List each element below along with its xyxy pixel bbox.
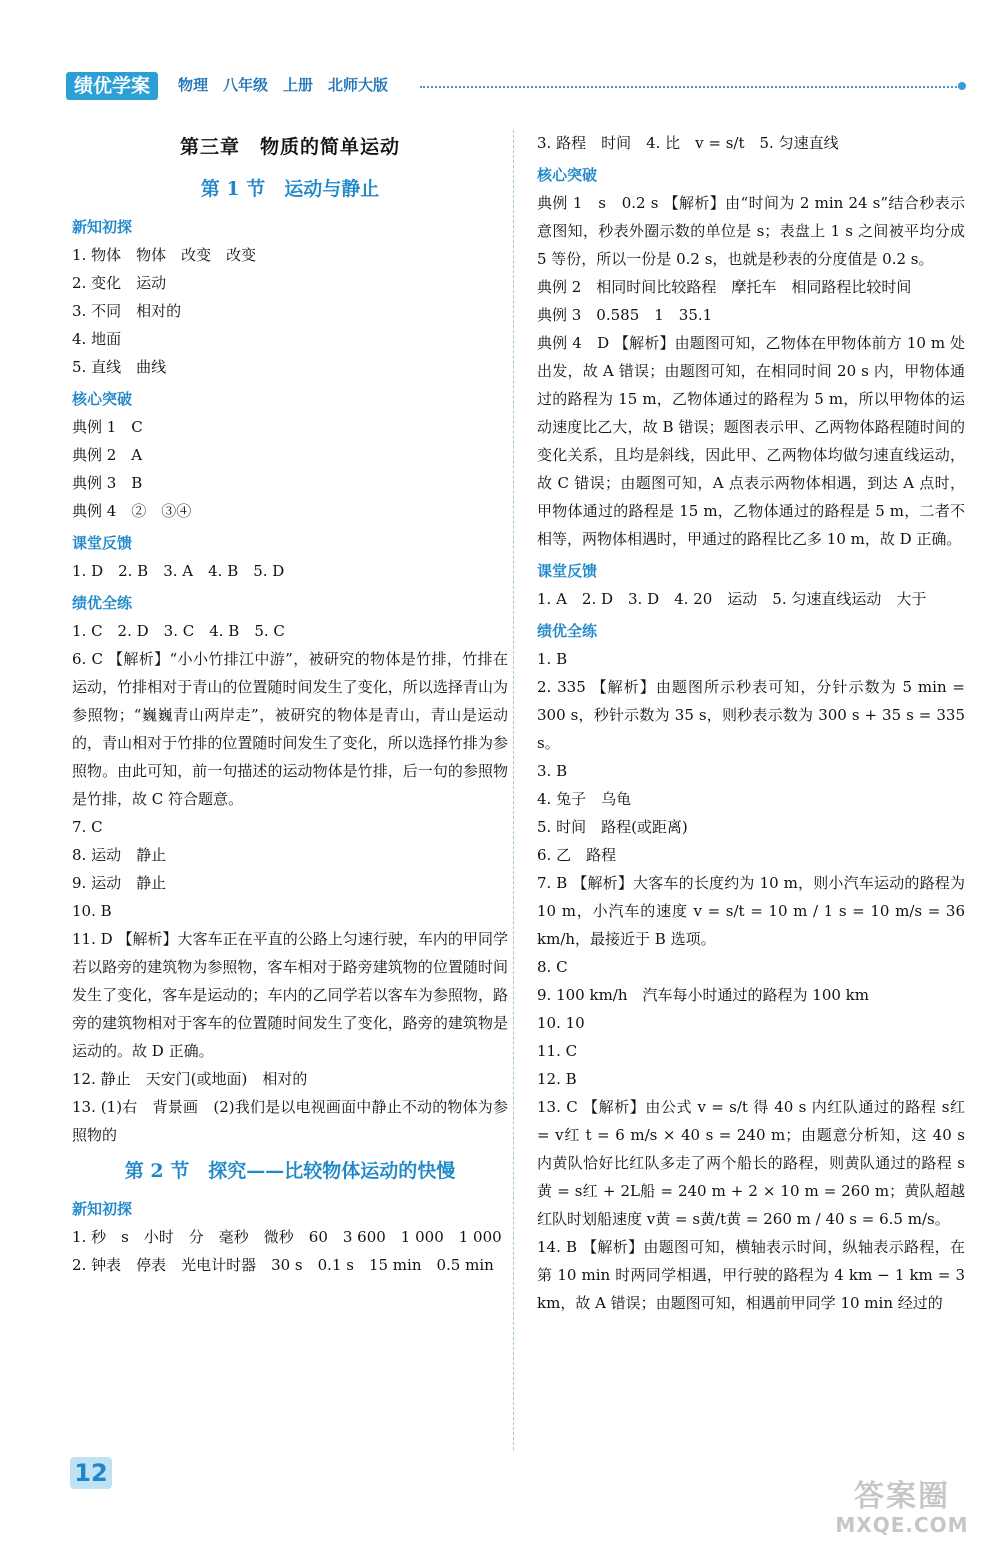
- heading-class-feedback: 课堂反馈: [72, 534, 133, 552]
- answer-item: 7. B 【解析】大客车的长度约为 10 m，则小汽车运动的路程为 10 m，小汽车的速度 v = s/t = 10 m / 1 s = 10 m/s = 36 km/h，最接近于 B 选项。: [537, 874, 965, 948]
- answer-item: 9. 100 km/h 汽车每小时通过的路程为 100 km: [537, 986, 869, 1004]
- answer-item: 6. 乙 路程: [537, 846, 617, 864]
- watermark-logo: [812, 1480, 992, 1536]
- answer-item: 9. 运动 静止: [72, 874, 167, 892]
- answer-item: 1. B: [537, 650, 568, 668]
- heading-full-practice: 绩优全练: [72, 594, 133, 612]
- answer-item: 4. 兔子 乌龟: [537, 790, 632, 808]
- left-column: [72, 125, 508, 1279]
- answer-item: 7. C: [72, 818, 103, 836]
- answer-item: 1. 秒 s 小时 分 毫秒 微秒 60 3 600 1 000 1 000: [72, 1228, 502, 1246]
- answer-item: 1. 物体 物体 改变 改变: [72, 246, 257, 264]
- answer-item: 8. 运动 静止: [72, 846, 167, 864]
- answer-item: 1. A 2. D 3. D 4. 20 运动 5. 匀速直线运动 大于: [537, 590, 927, 608]
- answer-item: 14. B 【解析】由题图可知，横轴表示时间，纵轴表示路程，在第 10 min 时两同学相遇，甲行驶的路程为 4 km − 1 km = 3 km，故 A 错误；由题图可知，相遇前甲同学 10 min 经过的: [537, 1238, 965, 1312]
- example-item: 典例 4 ② ③④: [72, 502, 192, 520]
- heading-class-feedback: 课堂反馈: [537, 562, 598, 580]
- watermark-url: MXQE.COM: [835, 1513, 969, 1537]
- answer-item: 8. C: [537, 958, 568, 976]
- example-item: 典例 2 A: [72, 446, 143, 464]
- header-dot-icon: [958, 82, 966, 90]
- answer-item: 5. 直线 曲线: [72, 358, 167, 376]
- answer-item: 13. (1)右 背景画 (2)我们是以电视画面中静止不动的物体为参照物的: [72, 1098, 508, 1144]
- heading-core-breakthrough: 核心突破: [537, 166, 598, 184]
- answer-item: 13. C 【解析】由公式 v = s/t 得 40 s 内红队通过的路程 s红 = v红 t = 6 m/s × 40 s = 240 m；由题意分析知，这 40 s 内黄队恰好比红队多走了两个船长的路程，则黄队通过的路程 s黄 = s红 + 2L船 = 240 m + 2 × 10 m = 260 m；黄队超越红队时划船速度 v黄 = s黄/t黄 = 260 m / 40 s = 6.5 m/s。: [537, 1098, 965, 1228]
- answer-item: 3. B: [537, 762, 568, 780]
- answer-item: 1. D 2. B 3. A 4. B 5. D: [72, 562, 285, 580]
- section-2-title: 第 2 节 探究——比较物体运动的快慢: [124, 1160, 456, 1182]
- chapter-title: 第三章 物质的简单运动: [179, 136, 400, 158]
- section-1-title: 第 1 节 运动与静止: [200, 178, 380, 200]
- example-item: 典例 3 0.585 1 35.1: [537, 306, 713, 324]
- answer-item: 6. C 【解析】“小小竹排江中游”，被研究的物体是竹排，竹排在运动，竹排相对于青山的位置随时间发生了变化，所以选择青山为参照物；“巍巍青山两岸走”，被研究的物体是青山，青山是运动的，青山相对于竹排的位置随时间发生了变化，所以选择竹排为参照物。由此可知，前一句描述的运动物体是竹排，后一句的参照物是竹排，故 C 符合题意。: [72, 650, 508, 808]
- right-column: [537, 125, 965, 1317]
- heading-new-knowledge: 新知初探: [72, 218, 133, 236]
- answer-item: 11. D 【解析】大客车正在平直的公路上匀速行驶，车内的甲同学若以路旁的建筑物为参照物，客车相对于路旁建筑物的位置随时间发生了变化，客车是运动的；车内的乙同学若以客车为参照物，路旁的建筑物相对于客车的位置随时间发生了变化，路旁的建筑物是运动的。故 D 正确。: [72, 930, 508, 1060]
- answer-item: 2. 变化 运动: [72, 274, 167, 292]
- heading-full-practice: 绩优全练: [537, 622, 598, 640]
- header-dotted-line: [420, 86, 960, 88]
- heading-core-breakthrough: 核心突破: [72, 390, 133, 408]
- example-item: 典例 3 B: [72, 474, 143, 492]
- answer-item: 3. 路程 时间 4. 比 v = s/t 5. 匀速直线: [537, 134, 839, 152]
- page-header: [0, 0, 1000, 110]
- answer-item: 2. 335 【解析】由题图所示秒表可知，分针示数为 5 min = 300 s，秒针示数为 35 s，则秒表示数为 300 s + 35 s = 335 s。: [537, 678, 965, 752]
- answer-item: 10. 10: [537, 1014, 585, 1032]
- answer-item: 3. 不同 相对的: [72, 302, 182, 320]
- book-logo: 绩优学案: [66, 72, 158, 100]
- answer-item: 12. B: [537, 1070, 577, 1088]
- column-divider: [513, 130, 514, 1450]
- example-item: 典例 1 s 0.2 s 【解析】由“时间为 2 min 24 s”结合秒表示意图知，秒表外圈示数的单位是 s；表盘上 1 s 之间被平均分成 5 等份，所以一份是 0.2 s，也就是秒表的分度值是 0.2 s。: [537, 194, 965, 268]
- example-item: 典例 4 D 【解析】由题图可知，乙物体在甲物体前方 10 m 处出发，故 A 错误；由题图可知，在相同时间 20 s 内，甲物体通过的路程为 15 m，乙物体通过的路程为 5 m，所以甲物体的运动速度比乙大，故 B 错误；题图表示甲、乙两物体路程随时间的变化关系，且均是斜线，因此甲、乙两物体均做匀速直线运动，故 C 错误；由题图可知，A 点表示两物体相遇，到达 A 点时，甲物体通过的路程是 15 m，乙物体通过的路程是 5 m，二者不相等，两物体相遇时，甲通过的路程比乙多 10 m，故 D 正确。: [537, 334, 965, 548]
- page-number: 12: [70, 1457, 112, 1489]
- example-item: 典例 2 相同时间比较路程 摩托车 相同路程比较时间: [537, 278, 912, 296]
- heading-new-knowledge: 新知初探: [72, 1200, 133, 1218]
- answer-item: 11. C: [537, 1042, 578, 1060]
- answer-item: 5. 时间 路程(或距离): [537, 818, 688, 836]
- answer-item: 1. C 2. D 3. C 4. B 5. C: [72, 622, 285, 640]
- book-subject: 物理 八年级 上册 北师大版: [178, 76, 389, 94]
- answer-item: 2. 钟表 停表 光电计时器 30 s 0.1 s 15 min 0.5 min: [72, 1256, 494, 1274]
- answer-item: 12. 静止 天安门(或地面) 相对的: [72, 1070, 308, 1088]
- answer-item: 4. 地面: [72, 330, 122, 348]
- watermark-text: 答案圈: [854, 1479, 950, 1514]
- answer-item: 10. B: [72, 902, 112, 920]
- example-item: 典例 1 C: [72, 418, 143, 436]
